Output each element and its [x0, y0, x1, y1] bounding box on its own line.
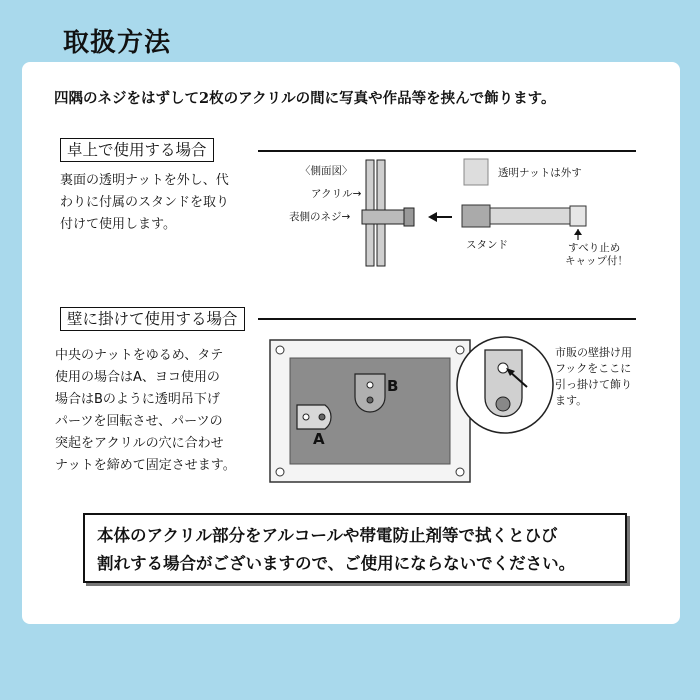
side-view-label: 〈側面図〉: [300, 165, 353, 177]
stand-label: スタンド: [466, 239, 508, 251]
label-b: B: [387, 377, 399, 395]
nut-remove-label: 透明ナットは外す: [498, 167, 582, 179]
wall-section-heading: 壁に掛けて使用する場合: [60, 307, 245, 331]
page-title: 取扱方法: [63, 28, 172, 58]
wall-instructions: 中央のナットをゆるめ、タテ 使用の場合はA、ヨコ使用の 場合はBのように透明吊下げ パーツを回転させ、パーツの 突起をアクリルの穴に合わせ ナットを締めて固定させます。: [55, 348, 236, 473]
warning-line-2: 割れする場合がございますので、ご使用にならないでください。: [97, 554, 576, 573]
cap-label-1: すべり止め: [568, 242, 621, 254]
hook-instructions: 市販の壁掛け用 フックをここに 引っ掛けて飾り ます。: [555, 346, 632, 407]
warning-line-1: 本体のアクリル部分をアルコールや帯電防止剤等で拭くとひび: [97, 526, 558, 545]
warning-box: [83, 513, 627, 583]
desk-instructions: 裏面の透明ナットを外し、代 わりに付属のスタンドを取り 付けて使用します。: [60, 173, 230, 232]
intro-text: 四隅のネジをはずして2枚のアクリルの間に写真や作品等を挟んで飾ります。: [54, 90, 556, 107]
back-screw-label: 表側のネジ→: [289, 211, 351, 223]
cap-label-2: キャップ付！: [565, 255, 628, 267]
acrylic-label: アクリル→: [311, 188, 362, 200]
desk-section-heading: 卓上で使用する場合: [60, 138, 214, 162]
label-a: A: [313, 430, 325, 448]
